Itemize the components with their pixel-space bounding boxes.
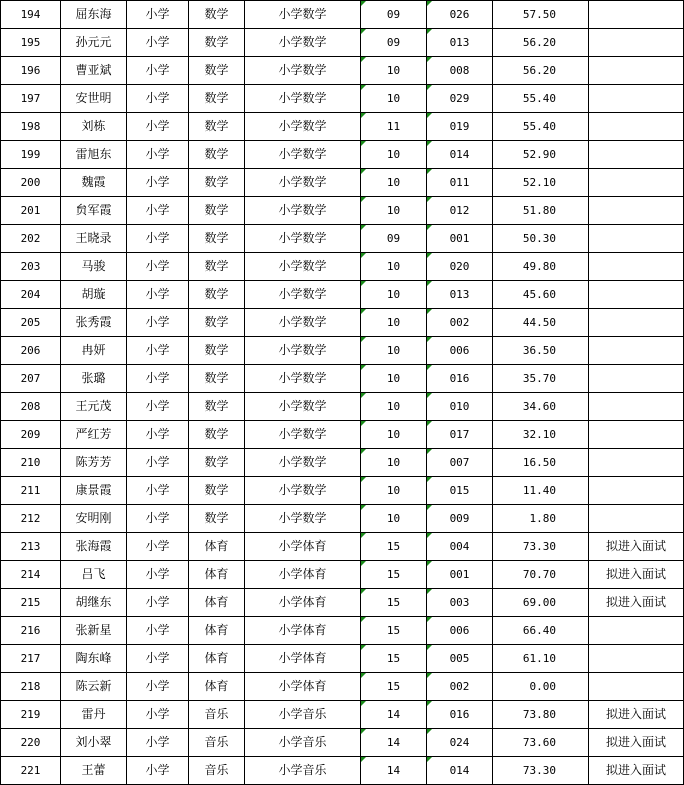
cell-school-level: 小学: [127, 449, 189, 477]
table-row: [1, 393, 684, 421]
cell-position: 小学音乐: [245, 729, 361, 757]
cell-position: 小学体育: [245, 589, 361, 617]
cell-remark: [589, 85, 684, 113]
cell-exam-room: 10: [361, 477, 427, 505]
cell-remark: [589, 617, 684, 645]
cell-subject: 音乐: [189, 729, 245, 757]
cell-serial: 215: [1, 589, 61, 617]
cell-seat-number: 024: [427, 729, 493, 757]
cell-score: 35.70: [493, 365, 589, 393]
cell-exam-room: 10: [361, 57, 427, 85]
cell-remark: [589, 29, 684, 57]
cell-position: 小学体育: [245, 645, 361, 673]
cell-seat-number: 006: [427, 617, 493, 645]
cell-serial: 198: [1, 113, 61, 141]
cell-name: 雷旭东: [61, 141, 127, 169]
cell-serial: 219: [1, 701, 61, 729]
cell-school-level: 小学: [127, 645, 189, 673]
cell-remark: [589, 113, 684, 141]
table-row: [1, 197, 684, 225]
cell-exam-room: 15: [361, 533, 427, 561]
cell-serial: 217: [1, 645, 61, 673]
cell-name: 孙元元: [61, 29, 127, 57]
cell-name: 严红芳: [61, 421, 127, 449]
cell-score: 52.10: [493, 169, 589, 197]
cell-exam-room: 10: [361, 365, 427, 393]
cell-score: 52.90: [493, 141, 589, 169]
cell-score: 69.00: [493, 589, 589, 617]
cell-serial: 208: [1, 393, 61, 421]
cell-name: 吕飞: [61, 561, 127, 589]
cell-serial: 194: [1, 1, 61, 29]
cell-school-level: 小学: [127, 337, 189, 365]
cell-remark: [589, 1, 684, 29]
cell-serial: 221: [1, 757, 61, 785]
cell-name: 张新星: [61, 617, 127, 645]
cell-seat-number: 008: [427, 57, 493, 85]
cell-score: 11.40: [493, 477, 589, 505]
cell-subject: 数学: [189, 505, 245, 533]
cell-seat-number: 009: [427, 505, 493, 533]
cell-seat-number: 020: [427, 253, 493, 281]
cell-score: 73.60: [493, 729, 589, 757]
cell-exam-room: 15: [361, 645, 427, 673]
cell-exam-room: 14: [361, 729, 427, 757]
cell-serial: 205: [1, 309, 61, 337]
cell-score: 55.40: [493, 113, 589, 141]
cell-subject: 数学: [189, 337, 245, 365]
cell-serial: 203: [1, 253, 61, 281]
cell-subject: 音乐: [189, 757, 245, 785]
cell-position: 小学数学: [245, 477, 361, 505]
cell-subject: 数学: [189, 309, 245, 337]
cell-exam-room: 10: [361, 197, 427, 225]
cell-school-level: 小学: [127, 281, 189, 309]
cell-seat-number: 016: [427, 365, 493, 393]
cell-subject: 数学: [189, 113, 245, 141]
cell-name: 陈芳芳: [61, 449, 127, 477]
cell-position: 小学数学: [245, 393, 361, 421]
table-row: [1, 141, 684, 169]
cell-score: 56.20: [493, 29, 589, 57]
cell-subject: 体育: [189, 589, 245, 617]
cell-serial: 199: [1, 141, 61, 169]
cell-remark: [589, 645, 684, 673]
cell-score: 44.50: [493, 309, 589, 337]
cell-seat-number: 005: [427, 645, 493, 673]
cell-serial: 206: [1, 337, 61, 365]
cell-seat-number: 001: [427, 561, 493, 589]
table-row: [1, 113, 684, 141]
cell-name: 马骏: [61, 253, 127, 281]
cell-school-level: 小学: [127, 729, 189, 757]
cell-name: 贠军霞: [61, 197, 127, 225]
cell-remark: [589, 57, 684, 85]
cell-serial: 211: [1, 477, 61, 505]
cell-school-level: 小学: [127, 589, 189, 617]
cell-score: 51.80: [493, 197, 589, 225]
table-row: [1, 85, 684, 113]
cell-name: 张秀霞: [61, 309, 127, 337]
cell-seat-number: 007: [427, 449, 493, 477]
cell-name: 安世明: [61, 85, 127, 113]
cell-serial: 204: [1, 281, 61, 309]
cell-position: 小学音乐: [245, 757, 361, 785]
cell-position: 小学数学: [245, 113, 361, 141]
cell-exam-room: 10: [361, 505, 427, 533]
cell-remark: [589, 253, 684, 281]
cell-seat-number: 013: [427, 281, 493, 309]
cell-school-level: 小学: [127, 365, 189, 393]
table-row: [1, 533, 684, 561]
cell-remark: [589, 197, 684, 225]
cell-subject: 数学: [189, 29, 245, 57]
cell-school-level: 小学: [127, 29, 189, 57]
cell-exam-room: 10: [361, 393, 427, 421]
cell-school-level: 小学: [127, 701, 189, 729]
cell-position: 小学体育: [245, 673, 361, 701]
cell-seat-number: 016: [427, 701, 493, 729]
table-row: [1, 757, 684, 785]
cell-remark: [589, 141, 684, 169]
cell-name: 魏霞: [61, 169, 127, 197]
cell-subject: 数学: [189, 85, 245, 113]
cell-serial: 207: [1, 365, 61, 393]
cell-school-level: 小学: [127, 169, 189, 197]
cell-remark: [589, 673, 684, 701]
cell-exam-room: 10: [361, 141, 427, 169]
cell-position: 小学数学: [245, 337, 361, 365]
table-row: [1, 169, 684, 197]
cell-seat-number: 006: [427, 337, 493, 365]
table-row: [1, 505, 684, 533]
cell-name: 胡继东: [61, 589, 127, 617]
cell-subject: 数学: [189, 477, 245, 505]
table-row: [1, 729, 684, 757]
cell-subject: 体育: [189, 673, 245, 701]
cell-score: 0.00: [493, 673, 589, 701]
cell-exam-room: 10: [361, 421, 427, 449]
cell-name: 刘栋: [61, 113, 127, 141]
cell-position: 小学数学: [245, 29, 361, 57]
cell-exam-room: 11: [361, 113, 427, 141]
cell-subject: 数学: [189, 449, 245, 477]
cell-subject: 体育: [189, 617, 245, 645]
cell-position: 小学体育: [245, 617, 361, 645]
cell-subject: 体育: [189, 645, 245, 673]
cell-position: 小学数学: [245, 141, 361, 169]
cell-remark: [589, 505, 684, 533]
cell-score: 34.60: [493, 393, 589, 421]
cell-remark: [589, 309, 684, 337]
cell-school-level: 小学: [127, 1, 189, 29]
cell-exam-room: 10: [361, 309, 427, 337]
cell-subject: 数学: [189, 169, 245, 197]
cell-exam-room: 09: [361, 225, 427, 253]
cell-serial: 202: [1, 225, 61, 253]
cell-school-level: 小学: [127, 393, 189, 421]
cell-position: 小学数学: [245, 281, 361, 309]
cell-exam-room: 09: [361, 1, 427, 29]
cell-remark: 拟进入面试: [589, 701, 684, 729]
cell-seat-number: 017: [427, 421, 493, 449]
cell-position: 小学数学: [245, 225, 361, 253]
cell-remark: [589, 449, 684, 477]
cell-score: 61.10: [493, 645, 589, 673]
table-row: [1, 477, 684, 505]
cell-school-level: 小学: [127, 533, 189, 561]
cell-remark: [589, 169, 684, 197]
table-row: [1, 701, 684, 729]
cell-position: 小学数学: [245, 365, 361, 393]
cell-remark: [589, 337, 684, 365]
table-row: [1, 309, 684, 337]
cell-exam-room: 10: [361, 337, 427, 365]
cell-name: 雷丹: [61, 701, 127, 729]
cell-subject: 数学: [189, 141, 245, 169]
cell-school-level: 小学: [127, 617, 189, 645]
cell-exam-room: 15: [361, 561, 427, 589]
cell-score: 50.30: [493, 225, 589, 253]
cell-name: 张璐: [61, 365, 127, 393]
cell-exam-room: 15: [361, 589, 427, 617]
table-row: [1, 449, 684, 477]
cell-name: 张海霞: [61, 533, 127, 561]
cell-seat-number: 003: [427, 589, 493, 617]
cell-seat-number: 013: [427, 29, 493, 57]
table-row: [1, 589, 684, 617]
cell-seat-number: 026: [427, 1, 493, 29]
cell-name: 王蕾: [61, 757, 127, 785]
cell-school-level: 小学: [127, 141, 189, 169]
cell-seat-number: 014: [427, 141, 493, 169]
cell-score: 45.60: [493, 281, 589, 309]
cell-serial: 200: [1, 169, 61, 197]
cell-school-level: 小学: [127, 197, 189, 225]
cell-name: 冉妍: [61, 337, 127, 365]
cell-seat-number: 029: [427, 85, 493, 113]
cell-score: 55.40: [493, 85, 589, 113]
cell-name: 陶东峰: [61, 645, 127, 673]
cell-exam-room: 10: [361, 169, 427, 197]
cell-subject: 数学: [189, 421, 245, 449]
cell-exam-room: 14: [361, 757, 427, 785]
cell-position: 小学音乐: [245, 701, 361, 729]
cell-exam-room: 09: [361, 29, 427, 57]
cell-subject: 数学: [189, 197, 245, 225]
cell-remark: [589, 477, 684, 505]
cell-exam-room: 10: [361, 281, 427, 309]
cell-school-level: 小学: [127, 57, 189, 85]
cell-school-level: 小学: [127, 477, 189, 505]
cell-position: 小学数学: [245, 197, 361, 225]
cell-position: 小学体育: [245, 533, 361, 561]
cell-seat-number: 019: [427, 113, 493, 141]
table-row: [1, 365, 684, 393]
cell-position: 小学数学: [245, 57, 361, 85]
cell-position: 小学数学: [245, 309, 361, 337]
cell-exam-room: 15: [361, 673, 427, 701]
cell-score: 57.50: [493, 1, 589, 29]
cell-score: 70.70: [493, 561, 589, 589]
cell-seat-number: 010: [427, 393, 493, 421]
cell-position: 小学数学: [245, 1, 361, 29]
cell-remark: [589, 365, 684, 393]
cell-exam-room: 10: [361, 253, 427, 281]
cell-name: 王元茂: [61, 393, 127, 421]
cell-score: 73.30: [493, 533, 589, 561]
cell-remark: 拟进入面试: [589, 589, 684, 617]
cell-serial: 209: [1, 421, 61, 449]
cell-serial: 218: [1, 673, 61, 701]
cell-school-level: 小学: [127, 561, 189, 589]
cell-school-level: 小学: [127, 309, 189, 337]
cell-score: 32.10: [493, 421, 589, 449]
table-row: [1, 645, 684, 673]
cell-seat-number: 011: [427, 169, 493, 197]
cell-name: 刘小翠: [61, 729, 127, 757]
cell-seat-number: 004: [427, 533, 493, 561]
cell-seat-number: 014: [427, 757, 493, 785]
cell-position: 小学数学: [245, 505, 361, 533]
cell-subject: 数学: [189, 365, 245, 393]
cell-name: 安明刚: [61, 505, 127, 533]
cell-remark: 拟进入面试: [589, 533, 684, 561]
cell-score: 1.80: [493, 505, 589, 533]
cell-seat-number: 002: [427, 673, 493, 701]
cell-seat-number: 015: [427, 477, 493, 505]
cell-position: 小学数学: [245, 253, 361, 281]
cell-subject: 数学: [189, 1, 245, 29]
cell-serial: 213: [1, 533, 61, 561]
cell-subject: 音乐: [189, 701, 245, 729]
cell-school-level: 小学: [127, 757, 189, 785]
cell-seat-number: 002: [427, 309, 493, 337]
cell-subject: 数学: [189, 281, 245, 309]
table-row: [1, 337, 684, 365]
cell-school-level: 小学: [127, 253, 189, 281]
cell-name: 王晓录: [61, 225, 127, 253]
cell-serial: 216: [1, 617, 61, 645]
cell-serial: 197: [1, 85, 61, 113]
cell-position: 小学体育: [245, 561, 361, 589]
cell-remark: 拟进入面试: [589, 561, 684, 589]
table-body: [1, 1, 684, 785]
cell-school-level: 小学: [127, 421, 189, 449]
cell-serial: 212: [1, 505, 61, 533]
cell-exam-room: 14: [361, 701, 427, 729]
table-row: [1, 673, 684, 701]
cell-subject: 数学: [189, 57, 245, 85]
cell-subject: 数学: [189, 393, 245, 421]
table-row: [1, 29, 684, 57]
cell-position: 小学数学: [245, 421, 361, 449]
cell-serial: 214: [1, 561, 61, 589]
cell-subject: 数学: [189, 225, 245, 253]
cell-school-level: 小学: [127, 673, 189, 701]
cell-exam-room: 15: [361, 617, 427, 645]
cell-school-level: 小学: [127, 85, 189, 113]
cell-serial: 210: [1, 449, 61, 477]
cell-name: 陈云新: [61, 673, 127, 701]
cell-remark: [589, 281, 684, 309]
cell-remark: 拟进入面试: [589, 757, 684, 785]
cell-remark: [589, 421, 684, 449]
cell-seat-number: 012: [427, 197, 493, 225]
cell-score: 56.20: [493, 57, 589, 85]
cell-name: 曹亚斌: [61, 57, 127, 85]
cell-score: 36.50: [493, 337, 589, 365]
table-row: [1, 561, 684, 589]
cell-school-level: 小学: [127, 113, 189, 141]
table-row: [1, 421, 684, 449]
cell-subject: 体育: [189, 533, 245, 561]
cell-exam-room: 10: [361, 85, 427, 113]
table-row: [1, 281, 684, 309]
table-row: [1, 617, 684, 645]
cell-name: 胡璇: [61, 281, 127, 309]
cell-school-level: 小学: [127, 505, 189, 533]
cell-score: 73.30: [493, 757, 589, 785]
table-row: [1, 57, 684, 85]
cell-score: 16.50: [493, 449, 589, 477]
cell-subject: 体育: [189, 561, 245, 589]
cell-serial: 195: [1, 29, 61, 57]
cell-serial: 201: [1, 197, 61, 225]
cell-score: 49.80: [493, 253, 589, 281]
cell-position: 小学数学: [245, 449, 361, 477]
cell-name: 康景霞: [61, 477, 127, 505]
table-row: [1, 1, 684, 29]
cell-position: 小学数学: [245, 169, 361, 197]
cell-remark: 拟进入面试: [589, 729, 684, 757]
cell-school-level: 小学: [127, 225, 189, 253]
cell-name: 屈东海: [61, 1, 127, 29]
cell-serial: 220: [1, 729, 61, 757]
cell-subject: 数学: [189, 253, 245, 281]
cell-remark: [589, 393, 684, 421]
cell-remark: [589, 225, 684, 253]
cell-score: 66.40: [493, 617, 589, 645]
table-row: [1, 253, 684, 281]
cell-seat-number: 001: [427, 225, 493, 253]
table-row: [1, 225, 684, 253]
cell-serial: 196: [1, 57, 61, 85]
cell-position: 小学数学: [245, 85, 361, 113]
cell-exam-room: 10: [361, 449, 427, 477]
cell-score: 73.80: [493, 701, 589, 729]
